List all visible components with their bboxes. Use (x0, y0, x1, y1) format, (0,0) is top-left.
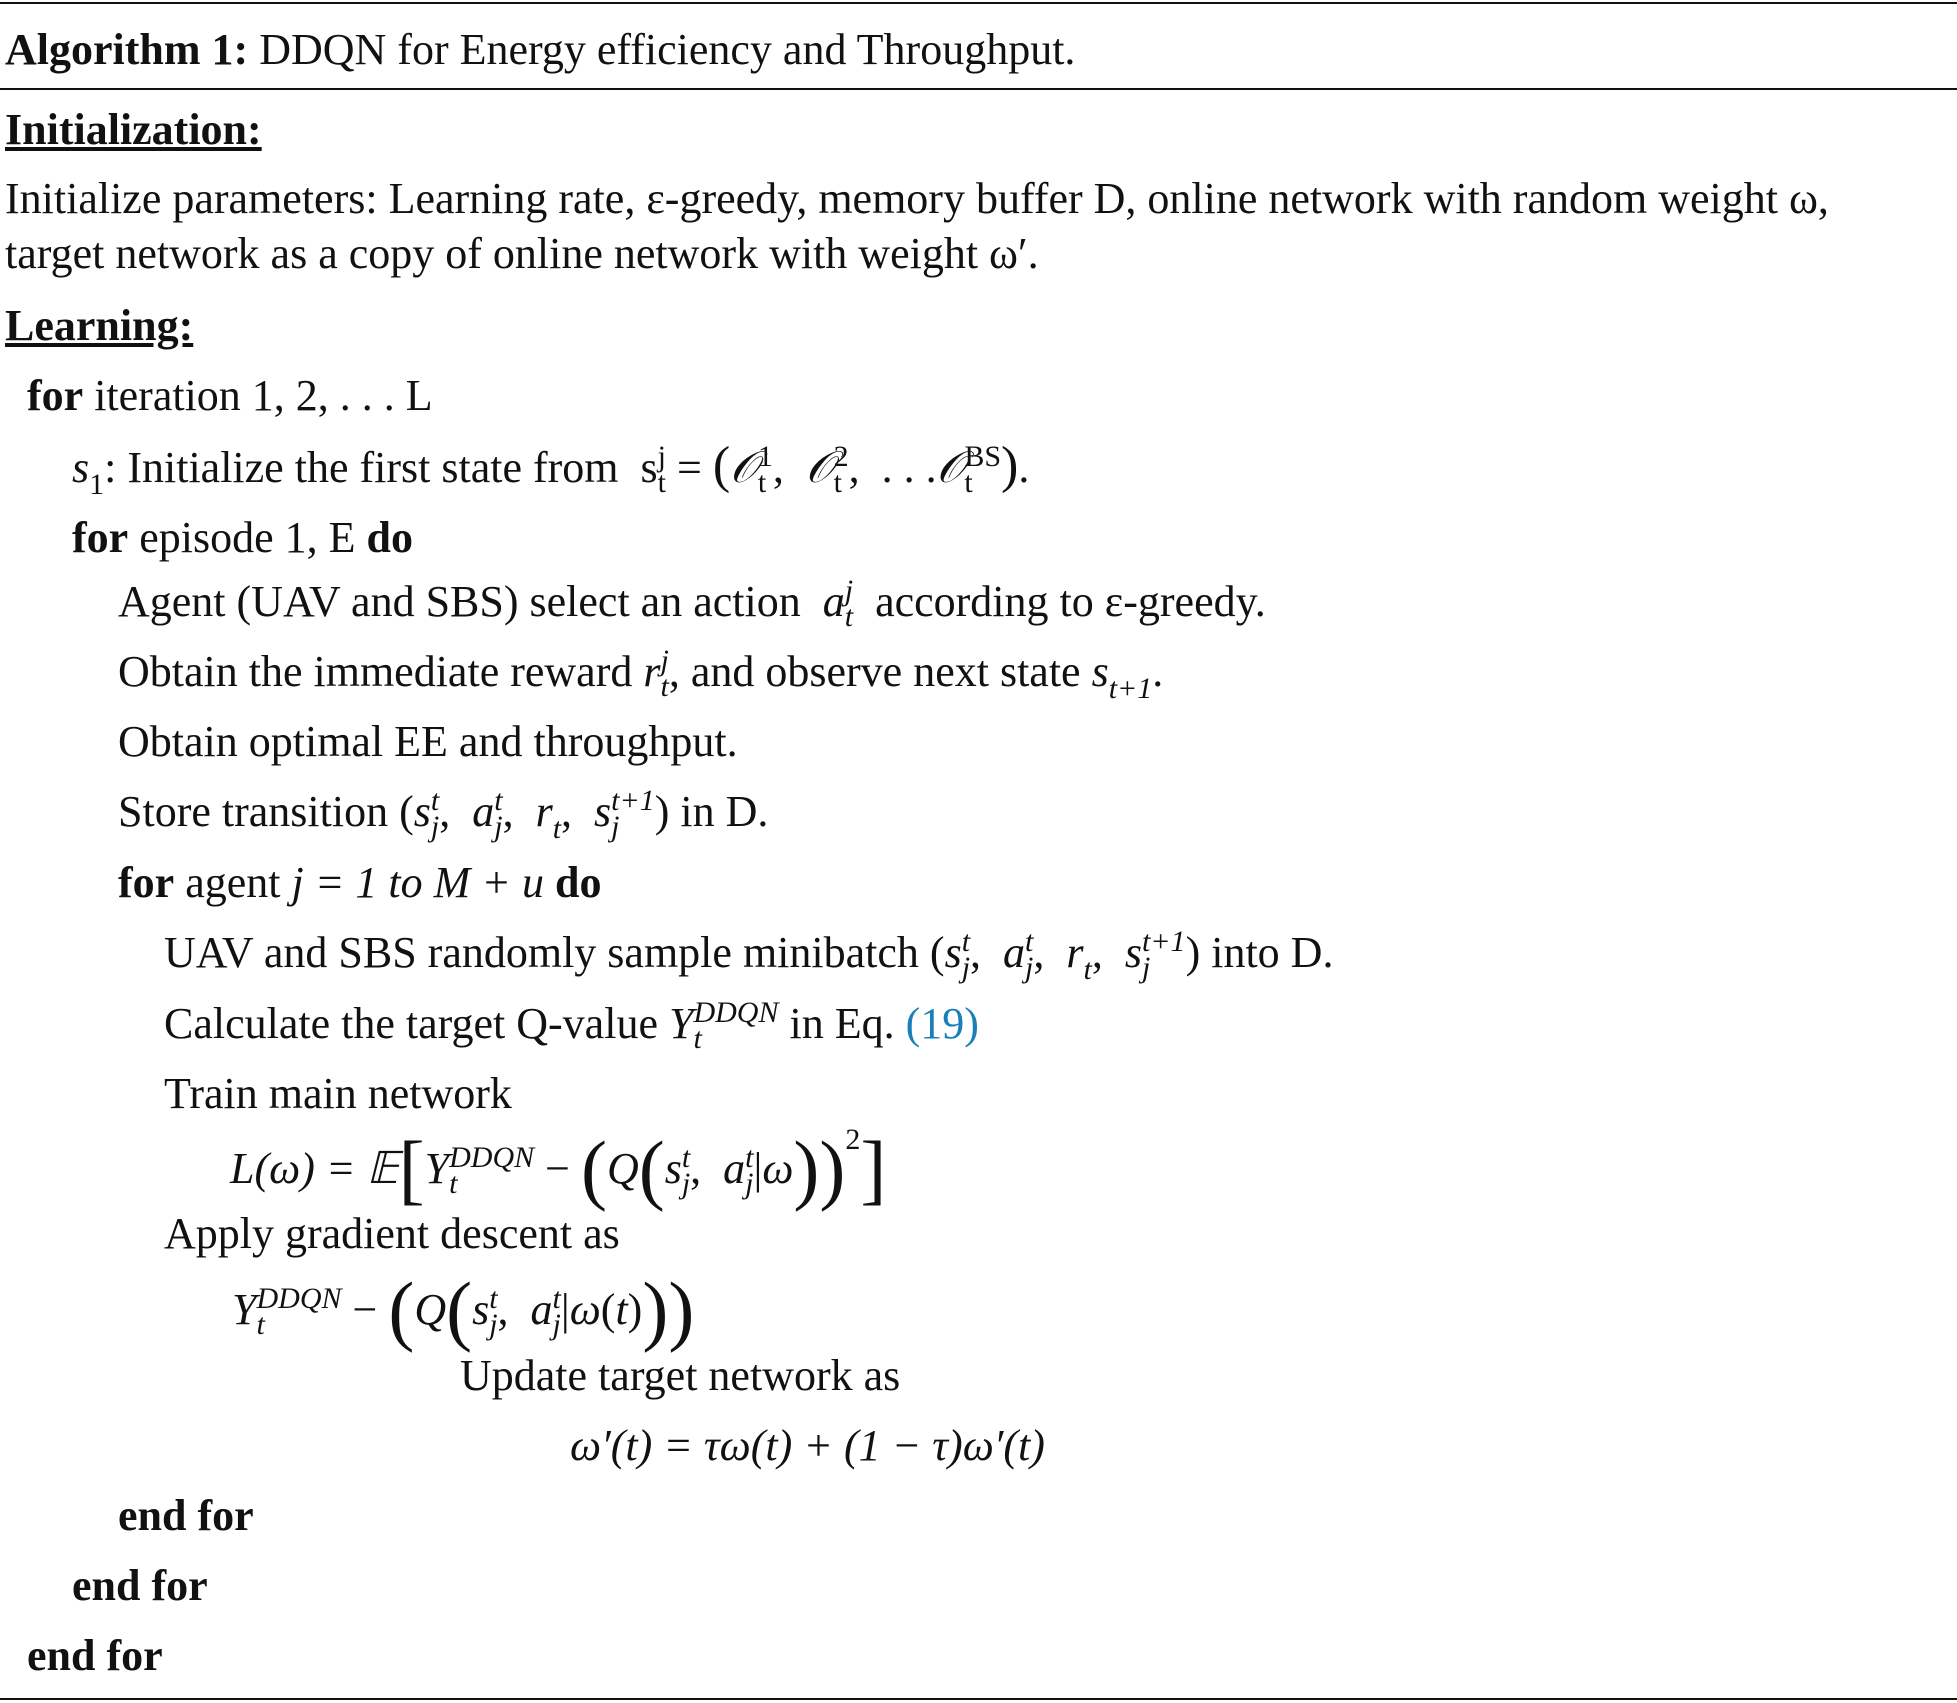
obtain-optimal-line: Obtain optimal EE and throughput. (118, 717, 738, 766)
for-agent-line: for agent j = 1 to M + u do (118, 858, 602, 907)
caption-rule (0, 88, 1957, 90)
bottom-rule (0, 1698, 1957, 1700)
for-episode-line (72, 512, 413, 564)
train-line: Train main network (164, 1069, 512, 1118)
for-keyword: for (118, 858, 175, 907)
minibatch-tuple: (s t j , a t j , $r_t$, s t+1 j ) (929, 925, 1201, 986)
transition-tuple: (s t j , a t j , $r_t$, s t+1 j ) (399, 784, 670, 845)
end-for-episode: end for (72, 1561, 208, 1610)
for-iteration-line (27, 370, 433, 422)
target-symbol: Y DDQN t (668, 996, 779, 1055)
init-line-1: Initialize parameters: Learning rate, ε-greedy, memory buffer D, online network with random weight ω, (5, 174, 1829, 223)
init-state-text: : Initialize the first state from (104, 443, 630, 492)
init-line-2: target network as a copy of online network with weight ω′. (5, 229, 1039, 278)
store-transition-line: Store transition (s t j , a t j , $r_t$, s t+1 j ) in D. (118, 784, 769, 845)
gradient-equation: Y DDQN t − (Q(s t j , a t j |ω(t))) (232, 1266, 695, 1353)
top-rule (0, 2, 1957, 4)
do-keyword: do (366, 513, 413, 562)
algorithm-caption (5, 24, 1075, 76)
end-for-iteration: end for (27, 1631, 163, 1680)
agent-select-line: Agent (UAV and SBS) select an action a j t according to ε-greedy. (118, 574, 1266, 633)
for-keyword: for (72, 513, 129, 562)
action-symbol: a j t (822, 574, 854, 633)
agent-range: j = 1 to M + u (291, 858, 555, 907)
init-state-line: $s_1$: Initialize the first state from s j t = (𝒪 1 t , 𝒪 2 t , . . .𝒪 BS t ). (72, 437, 1030, 501)
apply-gradient-line: Apply gradient descent as (164, 1209, 620, 1258)
obtain-reward-line: Obtain the immediate reward r j t , and observe next state $s_{t+1}$. (118, 644, 1164, 705)
end-for-agent: end for (118, 1491, 254, 1540)
loss-equation: L(ω) = 𝔼[Y DDQN t − (Q(s t j , a t j |ω))$^2$] (230, 1123, 887, 1212)
next-state-symbol: $s_{t+1}$. (1091, 647, 1164, 705)
learning-heading: Learning: (5, 301, 194, 350)
do-keyword: do (554, 858, 602, 907)
equation-reference-link[interactable]: (19) (905, 999, 979, 1048)
for-keyword: for (27, 371, 84, 420)
algorithm-label: Algorithm 1: (5, 25, 249, 74)
sample-minibatch-line: UAV and SBS randomly sample minibatch (s t j , a t j , $r_t$, s t+1 j ) into D. (164, 925, 1334, 986)
init-heading: Initialization: (5, 105, 262, 154)
state-formula: s j t = (𝒪 1 t , 𝒪 2 t , . . .𝒪 BS t ). (629, 437, 1030, 499)
algorithm-title: DDQN for Energy efficiency and Throughput. (259, 25, 1076, 74)
for-episode-text: episode 1, E (128, 513, 367, 562)
update-equation: ω′(t) = τω(t) + (1 − τ)ω′(t) (570, 1421, 1045, 1470)
calc-target-line: Calculate the target Q-value Y DDQN t in Eq. (19) (164, 996, 979, 1055)
update-target-line: Update target network as (460, 1351, 901, 1400)
reward-symbol: r j t (643, 644, 669, 703)
for-iteration-text: iteration 1, 2, . . . L (83, 371, 433, 420)
